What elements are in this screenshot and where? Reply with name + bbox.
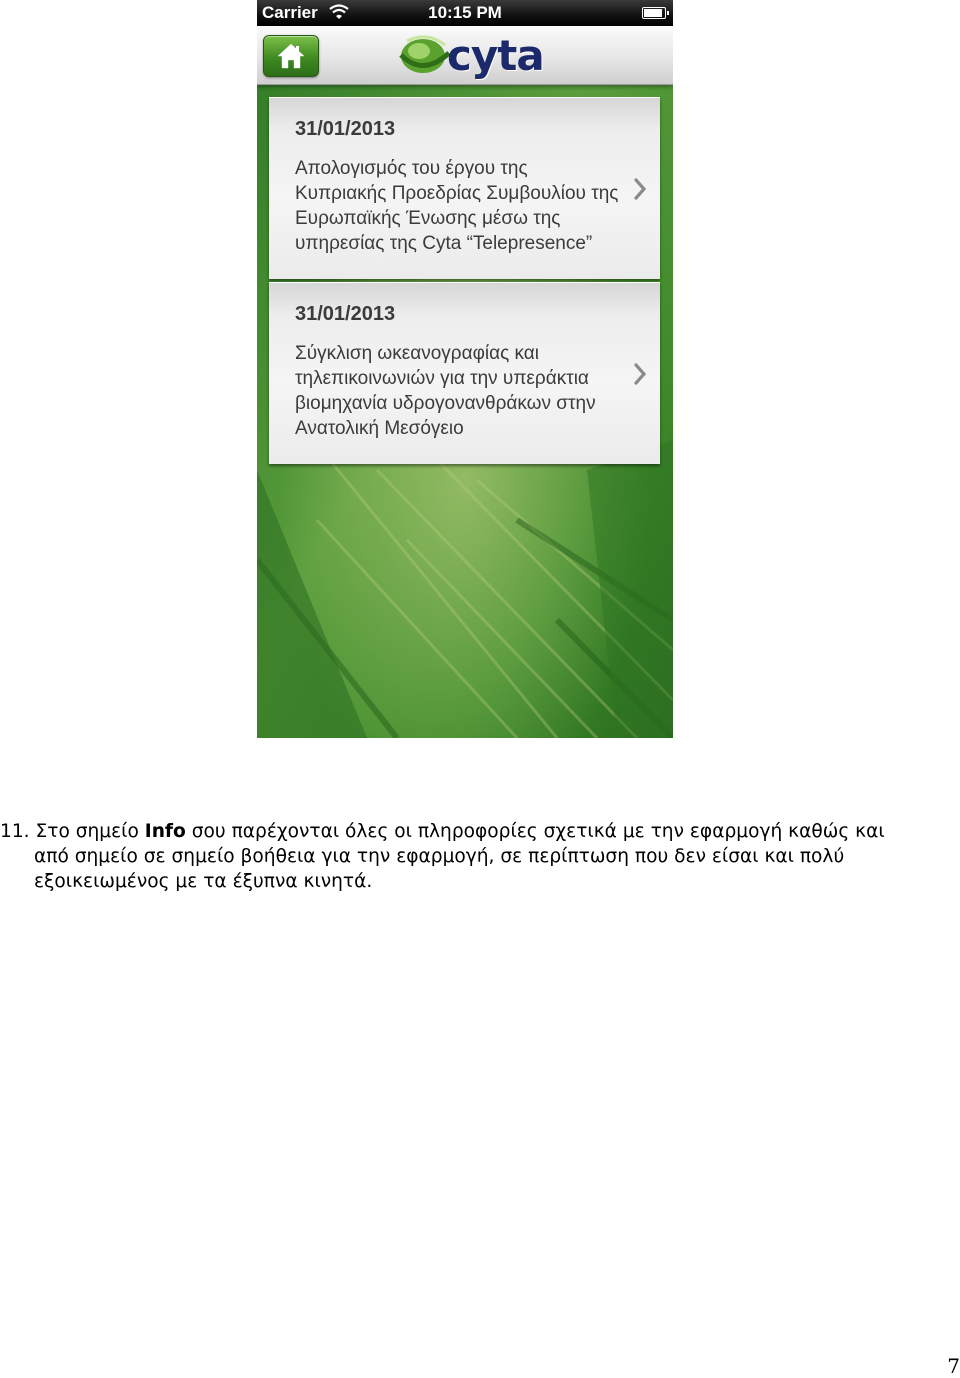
status-time: 10:15 PM [428,3,502,22]
instruction-text: σου παρέχονται όλες οι πληροφορίες σχετικά με την εφαρμογή καθώς και [191,821,885,842]
instruction-text: Στο σημείο [35,821,139,842]
cyta-swirl-icon [397,31,453,79]
news-title-line: Απολογισμός του έργου της [295,158,528,179]
news-title-line: Ανατολική Μεσόγειο [295,418,464,439]
news-date: 31/01/2013 [295,118,396,140]
news-title-line: βιομηχανία υδρογονανθράκων στην [295,393,596,414]
battery-level-fill [644,9,662,17]
news-title [295,156,635,256]
news-date: 31/01/2013 [295,303,396,325]
news-title-line: Κυπριακής Προεδρίας Συμβουλίου της [295,183,619,204]
carrier-label: Carrier [262,3,318,22]
battery-icon [642,7,666,19]
home-button[interactable] [263,35,319,77]
home-icon [276,42,306,70]
cyta-logo [397,29,544,81]
info-keyword: Info [144,821,186,842]
app-screenshot [257,0,673,738]
instruction-paragraph [0,819,960,894]
instruction-line-1 [0,819,960,844]
news-title [295,341,635,441]
news-title-line: τηλεπικοινωνιών για την υπεράκτια [295,368,589,389]
news-title-line: Ευρωπαϊκής Ένωσης μέσω της [295,208,561,229]
status-bar [257,0,673,26]
cyta-logo-text: cyta [447,30,544,80]
item-number: 11. [0,821,30,842]
page-number: 7 [947,1354,960,1378]
news-item[interactable] [269,282,660,464]
chevron-right-icon [630,176,650,202]
news-title-line: υπηρεσίας της Cyta “Telepresence” [295,233,593,254]
instruction-line-2: από σημείο σε σημείο βοήθεια για την εφαρμογή, σε περίπτωση που δεν είσαι και πολύ [34,846,845,867]
news-title-line: Σύγκλιση ωκεανογραφίας και [295,343,540,364]
chevron-right-icon [630,361,650,387]
instruction-line-3: εξοικειωμένος με τα έξυπνα κινητά. [34,871,373,892]
news-item[interactable] [269,97,660,279]
app-navigation-bar [257,26,673,85]
